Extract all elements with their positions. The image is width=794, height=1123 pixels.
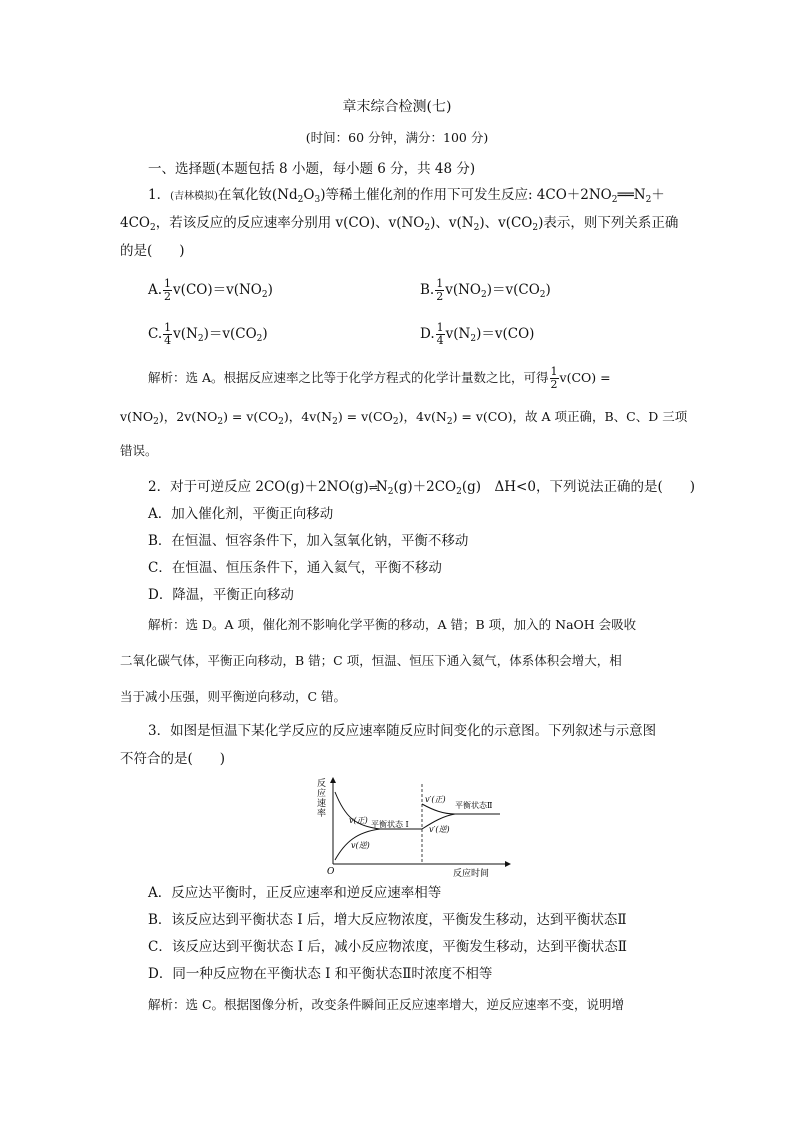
q3-stem-line1: 3．如图是恒温下某化学反应的反应速率随反应时间变化的示意图。下列叙述与示意图 — [148, 723, 657, 739]
y-axis-label-1: 反 — [317, 779, 327, 789]
q1-option-d: D. $\frac{1}{4}$ $v(N_2)=v(CO)$ — [420, 321, 535, 347]
fraction: $\frac{1}{4}$ — [436, 321, 444, 347]
page-subtitle: (时间：60 分钟，满分：100 分) — [305, 130, 489, 145]
q2-analysis-line3: 当于减小压强，则平衡逆向移动，C 错。 — [120, 689, 347, 704]
q3-option-a: A．反应达平衡时，正反应速率和逆反应速率相等 — [148, 885, 442, 901]
q1-analysis-line3: 错误。 — [120, 443, 158, 458]
q1-analysis-line1: 解析：选 A。根据反应速率之比等于化学方程式的化学计量数之比，可得 $\frac{1}{2}$ v(CO) = — [148, 365, 611, 391]
q2-analysis-line1: 解析：选 D。A 项，催化剂不影响化学平衡的移动，A 错；B 项，加入的 NaOH 会吸收 — [148, 617, 637, 632]
y-axis-label-3: 速 — [317, 799, 327, 809]
q1-option-a: A. $\frac{1}{2}$ $v(CO)=v(NO_2)$ — [148, 277, 273, 303]
y-axis-label-4: 率 — [317, 809, 327, 819]
q3-option-d: D．同一种反应物在平衡状态 I 和平衡状态Ⅱ时浓度不相等 — [148, 966, 493, 982]
q2-option-a: A．加入催化剂，平衡正向移动 — [148, 506, 334, 522]
q2-stem: 2．对于可逆反应 $2CO(g)+2NO(g)\rightleftharpoons N_2(g)+2CO_2(g)$ ΔH<0，下列说法正确的是( ) — [148, 479, 695, 497]
state2-label: 平衡状态Ⅱ — [455, 801, 493, 810]
state1-label: 平衡状态 I — [371, 820, 409, 829]
q1-stem-line2: $4CO_2$，若该反应的反应速率分别用 v(CO)、$v(NO_2)$、$v(N_2)$、$v(CO_2)$表示，则下列关系正确 — [120, 215, 679, 233]
fraction: $\frac{1}{2}$ — [550, 365, 558, 391]
q2-option-b: B．在恒温、恒容条件下，加入氢氧化钠，平衡不移动 — [148, 533, 469, 549]
reversible-arrow: ⇌ — [368, 481, 376, 494]
y-axis-label-2: 应 — [317, 789, 327, 799]
page-title: 章末综合检测(七) — [342, 99, 452, 115]
section-heading: 一、选择题(本题包括 8 小题，每小题 6 分，共 48 分) — [148, 161, 476, 177]
q2-option-d: D．降温，平衡正向移动 — [148, 587, 294, 603]
q3-analysis-line1: 解析：选 C。根据图像分析，改变条件瞬间正反应速率增大，逆反应速率不变，说明增 — [148, 997, 625, 1012]
q1-stem-line3: 的是( ) — [120, 243, 185, 259]
q1-option-c: C. $\frac{1}{4}$ $v(N_2)=v(CO_2)$ — [148, 321, 268, 347]
q2-analysis-line2: 二氧化碳气体，平衡正向移动，B 错；C 项，恒温、恒压下通入氦气，体系体积会增大，相 — [120, 653, 622, 668]
fraction: $\frac{1}{4}$ — [164, 321, 172, 347]
v-forward2-label: v′(正) — [425, 795, 446, 804]
fraction: $\frac{1}{2}$ — [164, 277, 172, 303]
q1-option-b: B. $\frac{1}{2}$ $v(NO_2)=v(CO_2)$ — [420, 277, 551, 303]
v-reverse-label: v(逆) — [351, 841, 370, 850]
q1-analysis-line2: $v(NO_2)$，$2v(NO_2) = v(CO_2)$，$4v(N_2) = v(CO_2)$，$4v(N_2) = v(CO)$，故 A 项正确，B、C、D 三项 — [120, 409, 688, 427]
q1-source: (吉林模拟) — [170, 191, 218, 202]
q3-stem-line2: 不符合的是( ) — [120, 751, 226, 767]
fraction: $\frac{1}{2}$ — [436, 277, 444, 303]
q1-number: 1． — [148, 187, 171, 203]
q3-option-b: B．该反应达到平衡状态 I 后，增大反应物浓度，平衡发生移动，达到平衡状态Ⅱ — [148, 912, 627, 928]
q2-option-c: C．在恒温、恒压条件下，通入氦气，平衡不移动 — [148, 560, 442, 576]
origin-label: O — [327, 867, 335, 877]
q1-stem-line1: 1．(吉林模拟)在氧化钕$(Nd_2O_3)$等稀土催化剂的作用下可发生反应: $4CO+2NO_2══N_2+$ — [148, 187, 665, 205]
v-reverse2-label: v′(逆) — [429, 825, 450, 834]
q3-option-c: C．该反应达到平衡状态 I 后，减小反应物浓度，平衡发生移动，达到平衡状态Ⅱ — [148, 939, 627, 955]
x-axis-label: 反应时间 — [453, 869, 490, 879]
v-forward-label: v(正) — [349, 816, 368, 825]
rate-time-diagram — [305, 772, 515, 882]
